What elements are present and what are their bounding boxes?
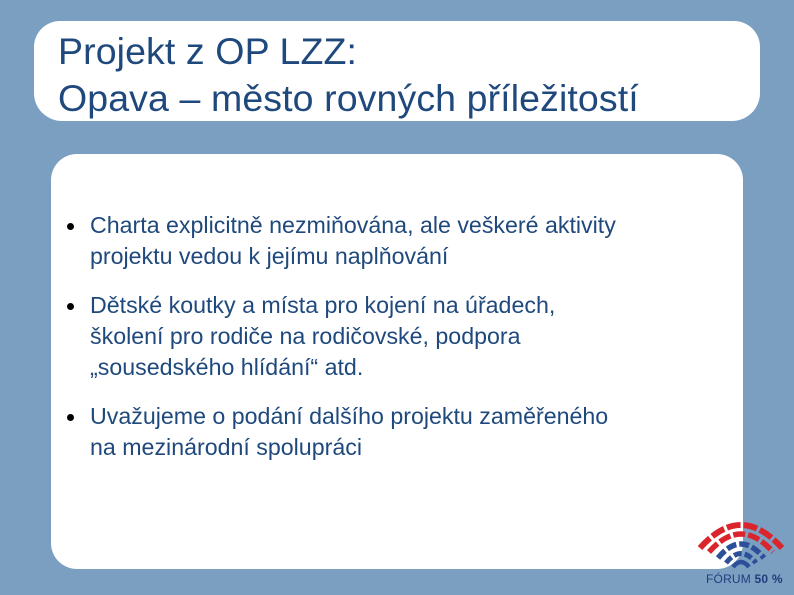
bullet-item-2 <box>67 290 727 383</box>
bullet-3-line-1: Uvažujeme o podání dalšího projektu zaměřeného <box>90 403 609 429</box>
bullet-2-line-1: Dětské koutky a místa pro kojení na úřadech, <box>90 292 556 318</box>
bullet-item-3 <box>67 401 727 463</box>
bullet-list <box>67 210 727 481</box>
bullet-dot-icon <box>67 303 74 310</box>
logo-percent: 50 % <box>754 572 783 586</box>
slide-title-line-2: Opava – město rovných příležitostí <box>58 77 639 119</box>
bullet-2-line-2: školení pro rodiče na rodičovské, podpora <box>90 323 521 349</box>
bullet-2-line-3: „sousedského hlídání“ atd. <box>90 354 364 380</box>
slide-title-line-1: Projekt z OP LZZ: <box>58 30 358 72</box>
bullet-1-line-1: Charta explicitně nezmiňována, ale veškeré aktivity <box>90 212 616 238</box>
content-box <box>51 154 743 569</box>
bullet-dot-icon <box>67 223 74 230</box>
title-box <box>34 21 760 121</box>
forum-50-arcs-icon <box>694 508 788 570</box>
bullet-3-line-2: na mezinárodní spolupráci <box>90 434 362 460</box>
forum-50-logo <box>688 508 792 592</box>
logo-text <box>706 572 783 586</box>
logo-word: FÓRUM <box>706 572 751 586</box>
bullet-1-line-2: projektu vedou k jejímu naplňování <box>90 243 449 269</box>
bullet-item-1 <box>67 210 727 272</box>
bullet-dot-icon <box>67 414 74 421</box>
